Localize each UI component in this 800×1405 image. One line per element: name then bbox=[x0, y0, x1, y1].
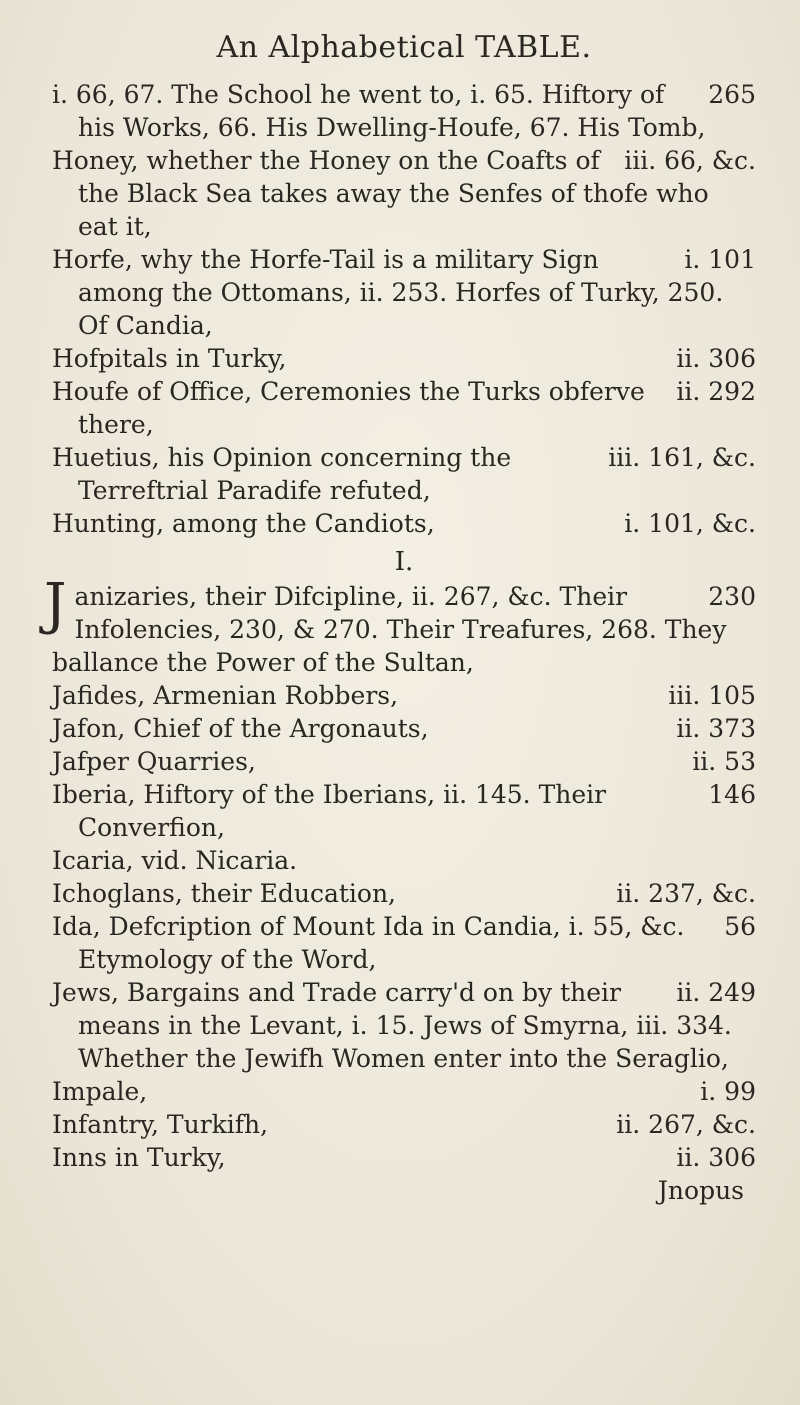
page-ref: 56 bbox=[724, 912, 756, 941]
page-ref: 265 bbox=[708, 80, 756, 109]
drop-cap: J bbox=[44, 572, 67, 637]
page-ref: ii. 292 bbox=[676, 377, 756, 406]
index-entry bbox=[52, 243, 756, 342]
index-entry bbox=[52, 910, 756, 976]
page-ref: iii. 105 bbox=[668, 681, 756, 710]
entry-text: Jafides, Armenian Robbers, bbox=[52, 681, 399, 710]
entries-i bbox=[44, 572, 756, 1174]
entry-text: Ichoglans, their Education, bbox=[52, 879, 396, 908]
entry-text: Honey, whether the Honey on the Coafts of the Black Sea takes away the Senfes of thofe who eat it, bbox=[52, 146, 709, 241]
page-ref: 146 bbox=[708, 780, 756, 809]
page-ref: iii. 161, &c. bbox=[608, 443, 756, 472]
entry-text: Hofpitals in Turky, bbox=[52, 344, 287, 373]
entry-text: Impale, bbox=[52, 1077, 148, 1106]
index-entry bbox=[52, 712, 756, 745]
page-ref: ii. 249 bbox=[676, 978, 756, 1007]
index-entry bbox=[52, 778, 756, 844]
page-header: An Alphabetical TABLE. bbox=[216, 30, 592, 65]
entries-h bbox=[52, 78, 756, 540]
index-entry bbox=[52, 877, 756, 910]
index-entry bbox=[52, 144, 756, 243]
entry-text: Jews, Bargains and Trade carry'd on by their means in the Levant, i. 15. Jews of Smyrna, iii. 334. Whether the Jewifh Women enter into the Seraglio, bbox=[52, 978, 732, 1073]
entry-text: Horfe, why the Horfe-Tail is a military Sign among the Ottomans, ii. 253. Horfes of Turky, 250. Of Candia, bbox=[52, 245, 724, 340]
page-ref: 230 bbox=[708, 582, 756, 611]
page-ref: ii. 267, &c. bbox=[616, 1110, 756, 1139]
index-entry bbox=[52, 844, 756, 877]
page-ref: ii. 306 bbox=[676, 344, 756, 373]
index-entry bbox=[52, 507, 756, 540]
page-ref: ii. 373 bbox=[676, 714, 756, 743]
entry-text: Jafon, Chief of the Argonauts, bbox=[52, 714, 429, 743]
index-entry bbox=[52, 679, 756, 712]
entry-text: Infantry, Turkifh, bbox=[52, 1110, 269, 1139]
catchword: Jnopus bbox=[657, 1176, 744, 1205]
page-ref: i. 101 bbox=[684, 245, 756, 274]
entry-text: Icaria, vid. Nicaria. bbox=[52, 846, 298, 875]
index-entry bbox=[52, 976, 756, 1075]
entry-text: Jafper Quarries, bbox=[52, 747, 256, 776]
index-entry bbox=[52, 745, 756, 778]
entry-text: Hunting, among the Candiots, bbox=[52, 509, 435, 538]
index-entry bbox=[52, 1141, 756, 1174]
page-ref: ii. 306 bbox=[676, 1143, 756, 1172]
entry-text: Inns in Turky, bbox=[52, 1143, 226, 1172]
page-ref: i. 99 bbox=[700, 1077, 756, 1106]
index-entry bbox=[52, 78, 756, 144]
entry-text: Houfe of Office, Ceremonies the Turks obferve there, bbox=[52, 377, 645, 439]
index-entry bbox=[52, 1108, 756, 1141]
index-entry bbox=[52, 375, 756, 441]
page-ref: ii. 237, &c. bbox=[616, 879, 756, 908]
entry-text: i. 66, 67. The School he went to, i. 65. Hiftory of his Works, 66. His Dwelling-Houfe, 67. His Tomb, bbox=[52, 80, 706, 142]
page-ref: iii. 66, &c. bbox=[624, 146, 756, 175]
index-entry bbox=[52, 441, 756, 507]
index-entry bbox=[52, 1075, 756, 1108]
page-ref: ii. 53 bbox=[692, 747, 756, 776]
index-entry bbox=[44, 572, 756, 679]
page-ref: i. 101, &c. bbox=[624, 509, 756, 538]
entry-text: Iberia, Hiftory of the Iberians, ii. 145. Their Converfion, bbox=[52, 780, 607, 842]
entry-text: Ida, Defcription of Mount Ida in Candia, i. 55, &c. Etymology of the Word, bbox=[52, 912, 685, 974]
entry-text: anizaries, their Difcipline, ii. 267, &c. Their Infolencies, 230, & 270. Their Treafures, 268. They ballance the Power of the Sultan, bbox=[52, 582, 727, 677]
index-entry bbox=[52, 342, 756, 375]
section-letter: I. bbox=[394, 547, 414, 577]
entry-text: Huetius, his Opinion concerning the Terreftrial Paradife refuted, bbox=[52, 443, 512, 505]
